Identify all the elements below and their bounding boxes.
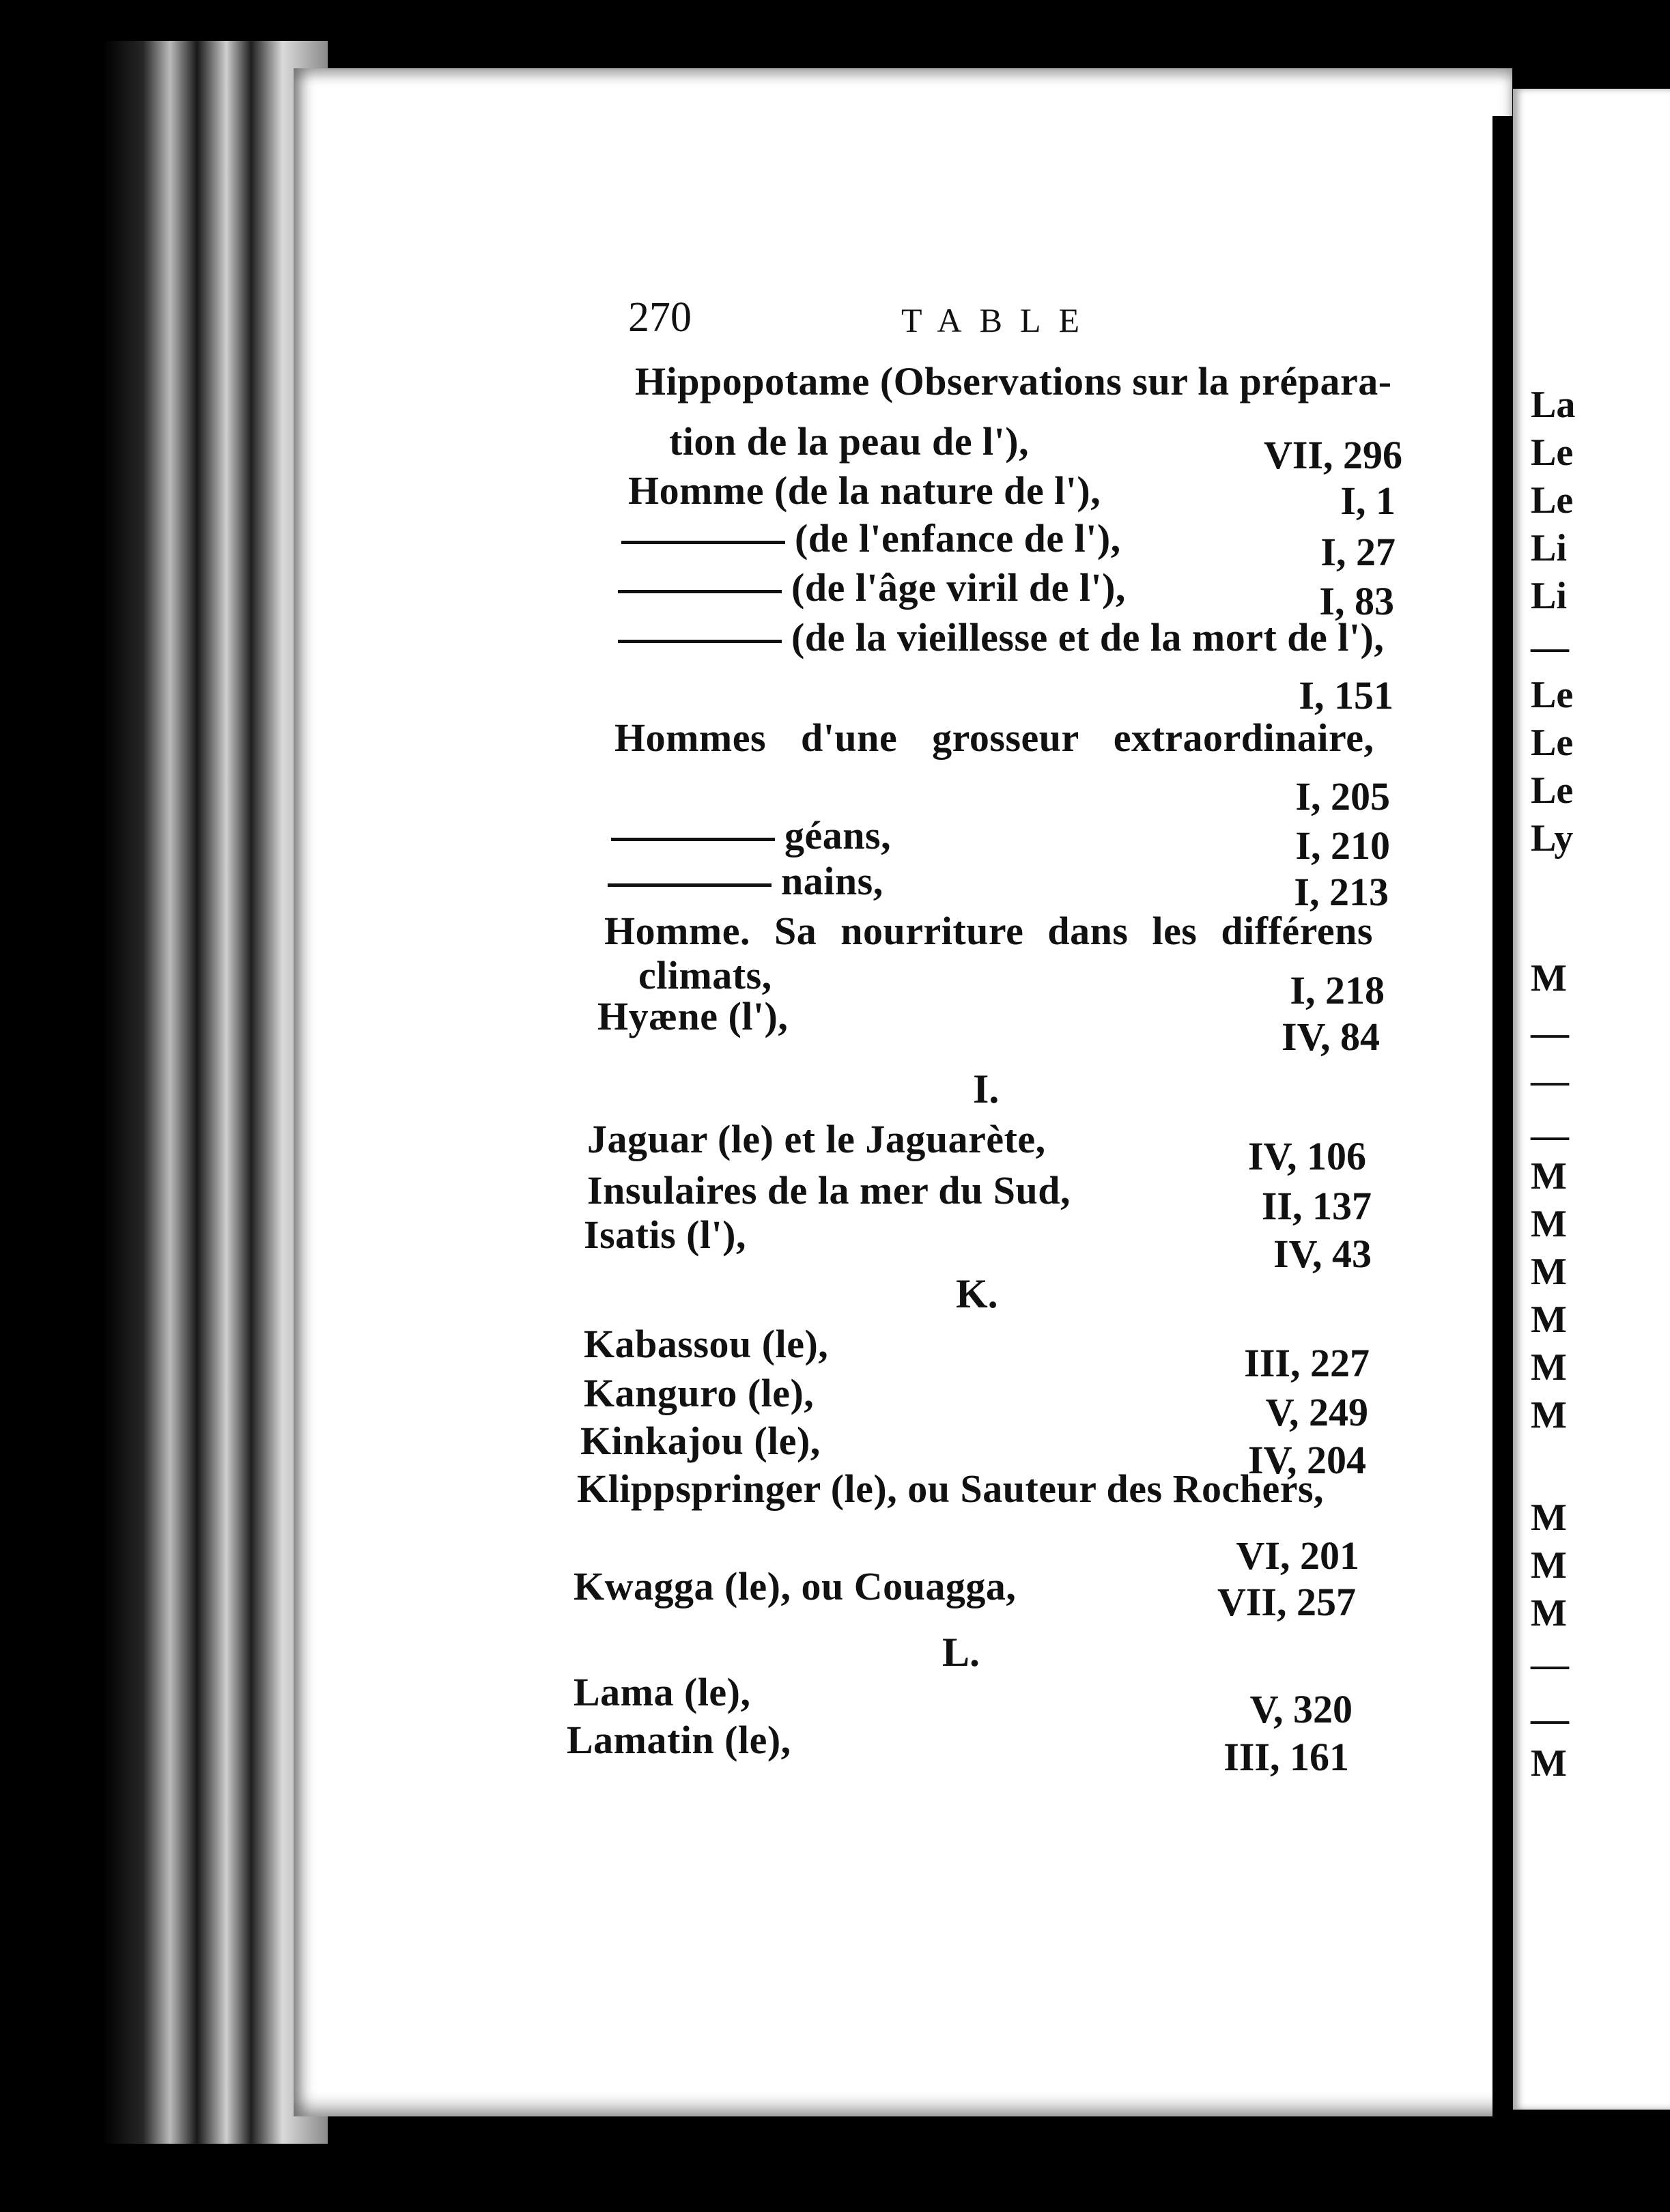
index-ref: III, 227 [1244,1341,1370,1385]
index-line: Kabassou (le), [584,1322,829,1366]
index-ref: V, 320 [1249,1687,1353,1731]
facing-fragment: M [1531,1346,1567,1389]
index-line: Klippspringer (le), ou Sauteur des Rochers, [577,1466,1325,1511]
index-line: nains, [608,862,883,901]
facing-fragment: M [1531,1592,1567,1634]
index-line: Lama (le), [574,1670,751,1714]
index-ref: I, 213 [1294,870,1389,914]
index-line: Homme. Sa nourriture dans les différens [604,909,1373,953]
index-ref: I, 83 [1319,579,1394,623]
index-line: climats, [638,953,772,997]
ditto-dash [611,838,775,841]
index-ref: IV, 84 [1282,1015,1380,1059]
running-title: TABLE [901,301,1098,339]
facing-fragment: Le [1531,674,1574,716]
index-line: Lamatin (le), [567,1718,791,1762]
section-letter: K. [956,1271,998,1316]
facing-page [1513,89,1670,2110]
index-line: Isatis (l'), [584,1213,746,1257]
page-header [628,294,1379,348]
facing-fragment: Le [1531,769,1574,812]
facing-fragment: — [1531,1012,1569,1054]
section-letter: L. [942,1630,980,1675]
page-number: 270 [628,294,692,341]
facing-fragment: Li [1531,527,1567,569]
book-gutter [1492,116,1513,2116]
index-ref: I, 151 [1299,673,1393,718]
index-ref: IV, 204 [1248,1438,1366,1482]
ditto-dash [621,541,785,544]
facing-fragment: M [1531,957,1567,999]
facing-fragment: M [1531,1497,1567,1539]
facing-fragment: Li [1531,575,1567,617]
facing-fragment: — [1531,626,1569,668]
index-line: (de la vieillesse et de la mort de l'), [618,618,1384,657]
facing-fragment: Ly [1531,817,1574,860]
index-line: tion de la peau de l'), [669,419,1030,464]
facing-fragment: M [1531,1544,1567,1587]
ditto-dash [608,883,772,887]
facing-fragment: M [1531,1299,1567,1341]
index-ref: I, 205 [1295,774,1390,819]
index-ref: VII, 257 [1217,1580,1356,1624]
index-line: Homme (de la nature de l'), [628,468,1101,513]
index-line: Hippopotame (Observations sur la prépara- [635,359,1392,403]
index-ref: II, 137 [1261,1184,1372,1228]
index-ref: III, 161 [1223,1735,1349,1779]
index-ref: I, 27 [1320,530,1396,574]
facing-fragment: M [1531,1251,1567,1293]
index-line: Hyæne (l'), [597,994,789,1038]
facing-fragment: — [1531,1114,1569,1157]
facing-fragment: — [1531,1643,1569,1686]
index-line: Kinkajou (le), [580,1419,821,1463]
facing-fragment: M [1531,1203,1567,1245]
index-ref: I, 218 [1290,968,1385,1012]
index-line: Insulaires de la mer du Sud, [587,1168,1071,1213]
index-line: géans, [611,816,891,855]
index-ref: IV, 106 [1248,1134,1366,1178]
facing-fragment: M [1531,1394,1567,1436]
facing-fragment: M [1531,1155,1567,1197]
index-ref: VI, 201 [1236,1533,1359,1578]
ditto-dash [618,640,782,643]
index-line: Jaguar (le) et le Jaguarète, [587,1117,1046,1161]
facing-fragment: Le [1531,479,1574,522]
index-ref: I, 210 [1295,823,1390,868]
index-ref: IV, 43 [1273,1232,1372,1276]
index-line: (de l'âge viril de l'), [618,568,1126,608]
facing-fragment: Le [1531,722,1574,764]
ditto-dash [618,590,782,593]
facing-fragment: Le [1531,431,1574,474]
facing-fragment: La [1531,384,1576,426]
index-line: (de l'enfance de l'), [621,519,1121,558]
section-letter: I. [973,1066,1000,1111]
index-ref: V, 249 [1265,1390,1368,1434]
facing-fragment: M [1531,1742,1567,1785]
index-line: Kanguro (le), [584,1371,815,1415]
index-line: Hommes d'une grosseur extraordinaire, [614,715,1374,760]
facing-fragment: — [1531,1698,1569,1740]
index-line: Kwagga (le), ou Couagga, [574,1564,1017,1608]
facing-fragment: — [1531,1060,1569,1102]
index-ref: I, 1 [1340,479,1396,523]
index-ref: VII, 296 [1263,433,1402,477]
